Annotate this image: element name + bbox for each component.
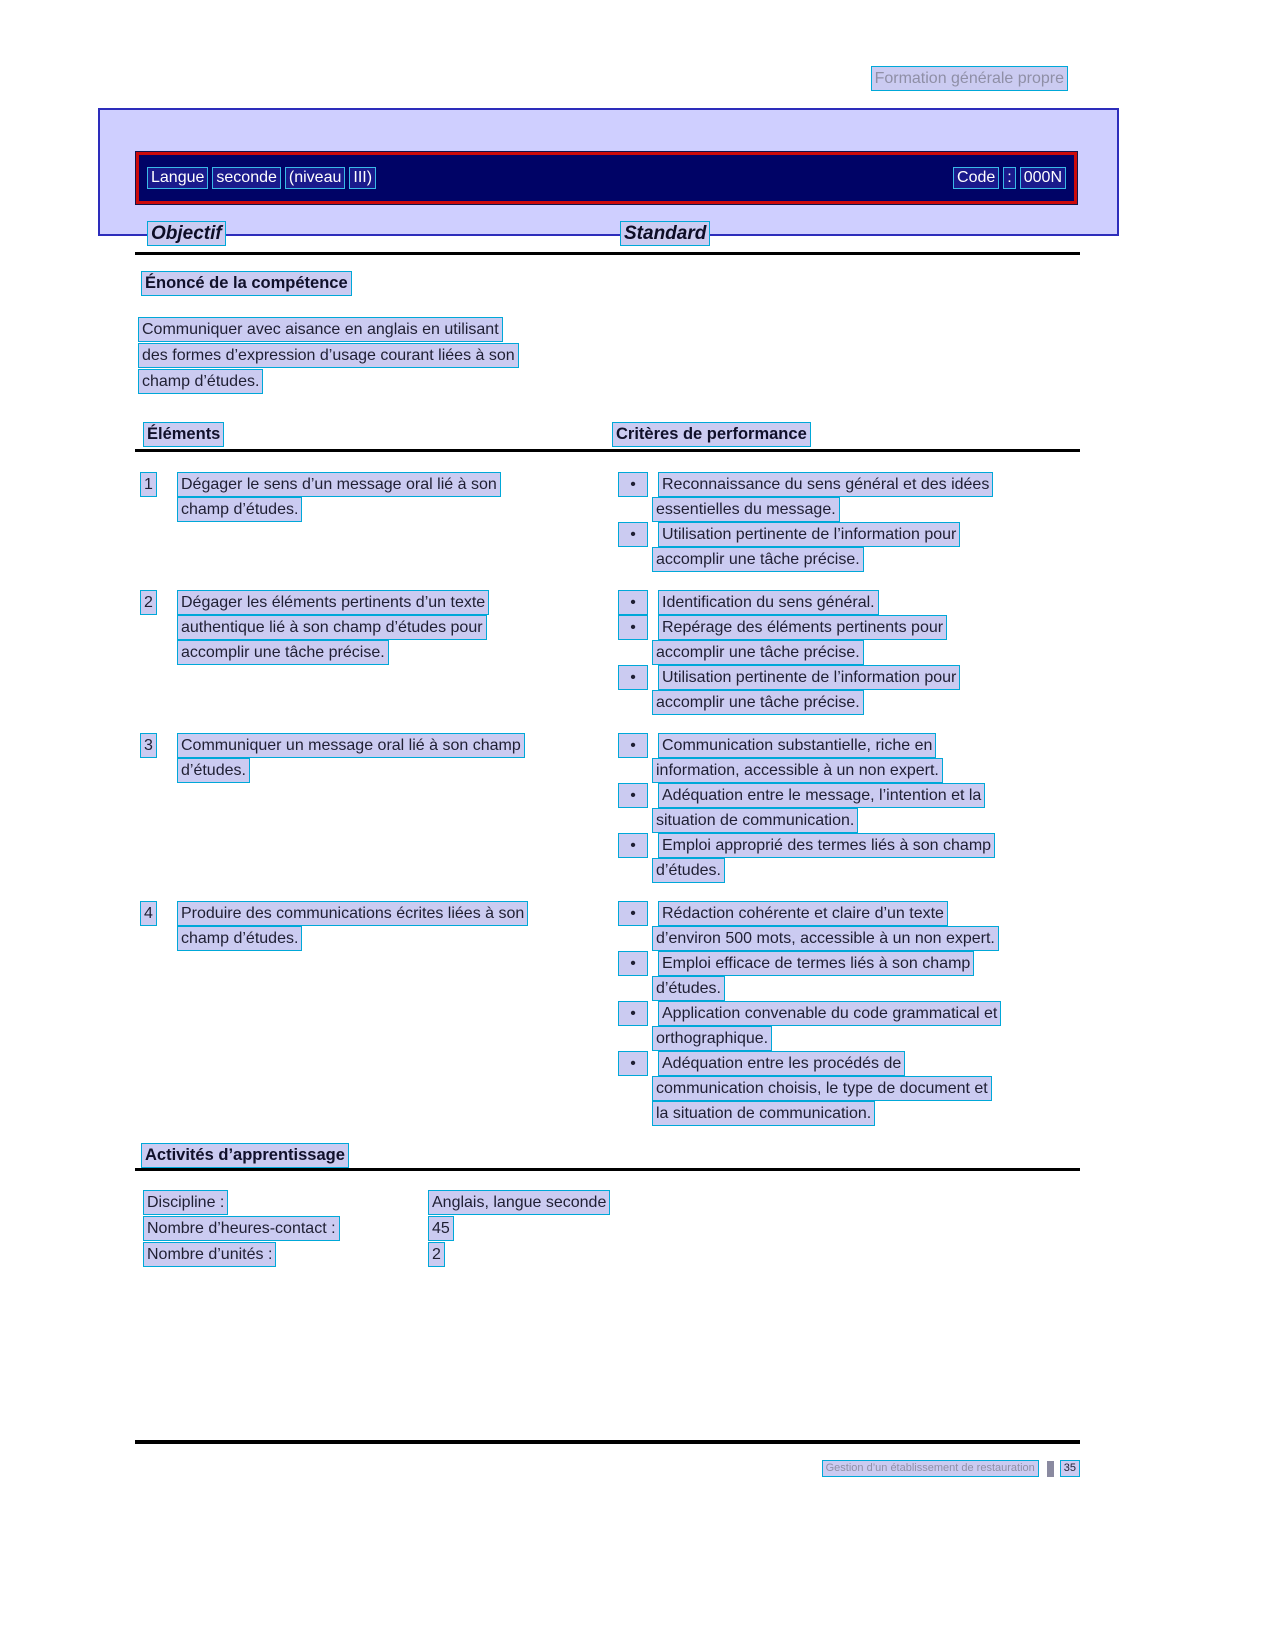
enonce-section bbox=[141, 271, 352, 296]
text-line: Adéquation entre le message, l’intention et la bbox=[658, 783, 985, 808]
criteria-line bbox=[618, 951, 1080, 976]
element-cell bbox=[135, 590, 618, 715]
element-number bbox=[135, 901, 177, 1126]
element-number-text: 3 bbox=[140, 733, 157, 758]
element-text-line bbox=[177, 901, 618, 926]
text-line: accomplir une tâche précise. bbox=[652, 547, 864, 572]
criteria-line bbox=[618, 733, 1080, 758]
course-banner bbox=[98, 108, 1119, 236]
table-row bbox=[135, 472, 1080, 572]
element-number bbox=[135, 472, 177, 572]
text-line: Repérage des éléments pertinents pour bbox=[658, 615, 947, 640]
text-line: Produire des communications écrites liées à son bbox=[177, 901, 528, 926]
criteria-line bbox=[652, 808, 1080, 833]
divider-rule-top bbox=[135, 252, 1080, 255]
criteria-line bbox=[618, 901, 1080, 926]
criteria-line bbox=[652, 926, 1080, 951]
bullet-icon: • bbox=[618, 615, 648, 640]
text-line: Identification du sens général. bbox=[658, 590, 879, 615]
element-number-text: 2 bbox=[140, 590, 157, 615]
page-number: 35 bbox=[1060, 1460, 1080, 1477]
text-line: la situation de communication. bbox=[652, 1101, 875, 1126]
paragraph-line bbox=[138, 317, 519, 342]
element-text-line bbox=[177, 497, 618, 522]
banner-word: : bbox=[1003, 167, 1015, 189]
text-line: Emploi efficace de termes liés à son champ bbox=[658, 951, 974, 976]
element-text bbox=[177, 472, 618, 572]
element-number bbox=[135, 590, 177, 715]
criteria-line bbox=[652, 1076, 1080, 1101]
element-number-text: 1 bbox=[140, 472, 157, 497]
criteria-line bbox=[618, 590, 1080, 615]
footer-divider bbox=[1047, 1461, 1054, 1477]
bullet-icon: • bbox=[618, 590, 648, 615]
text-line: d’études. bbox=[652, 976, 725, 1001]
criteria-cell bbox=[618, 590, 1080, 715]
element-text-line bbox=[177, 758, 618, 783]
text-line: communication choisis, le type de document et bbox=[652, 1076, 992, 1101]
element-number bbox=[135, 733, 177, 883]
info-value: Anglais, langue seconde bbox=[428, 1190, 610, 1215]
criteria-line bbox=[618, 522, 1080, 547]
banner-word: 000N bbox=[1020, 167, 1066, 189]
divider-rule-elements bbox=[135, 449, 1080, 452]
header-right bbox=[871, 66, 1068, 91]
table-row bbox=[135, 590, 1080, 715]
divider-rule-activities bbox=[135, 1168, 1080, 1171]
criteria-line bbox=[618, 783, 1080, 808]
enonce-heading: Énoncé de la compétence bbox=[141, 271, 352, 296]
element-text bbox=[177, 590, 618, 715]
page-footer bbox=[822, 1460, 1080, 1477]
activities-heading: Activités d’apprentissage bbox=[141, 1143, 349, 1168]
table-row bbox=[135, 901, 1080, 1126]
bullet-icon: • bbox=[618, 522, 648, 547]
standard-header: Standard bbox=[620, 221, 710, 246]
bullet-icon: • bbox=[618, 1051, 648, 1076]
text-line: Adéquation entre les procédés de bbox=[658, 1051, 905, 1076]
info-value: 45 bbox=[428, 1216, 454, 1241]
criteria-line bbox=[618, 1001, 1080, 1026]
text-line: Emploi approprié des termes liés à son champ bbox=[658, 833, 995, 858]
bullet-icon: • bbox=[618, 951, 648, 976]
criteria-line bbox=[652, 758, 1080, 783]
criteria-line bbox=[618, 472, 1080, 497]
info-value: 2 bbox=[428, 1242, 445, 1267]
element-text-line bbox=[177, 926, 618, 951]
element-text-line bbox=[177, 590, 618, 615]
element-cell bbox=[135, 472, 618, 572]
activities-info bbox=[135, 1190, 610, 1268]
text-line: champ d’études. bbox=[138, 369, 263, 394]
paragraph-line bbox=[138, 369, 519, 394]
criteria-line bbox=[618, 665, 1080, 690]
element-number-text: 4 bbox=[140, 901, 157, 926]
text-line: accomplir une tâche précise. bbox=[652, 690, 864, 715]
text-line: situation de communication. bbox=[652, 808, 858, 833]
activities-section bbox=[141, 1143, 349, 1168]
banner-word: Code bbox=[953, 167, 999, 189]
bullet-icon: • bbox=[618, 1001, 648, 1026]
criteria-line bbox=[652, 640, 1080, 665]
criteres-header: Critères de performance bbox=[612, 422, 811, 447]
text-line: Dégager les éléments pertinents d’un texte bbox=[177, 590, 489, 615]
course-title-bar bbox=[136, 152, 1077, 204]
text-line: des formes d’expression d’usage courant liées à son bbox=[138, 343, 519, 368]
element-text-line bbox=[177, 640, 618, 665]
info-label: Nombre d’heures-contact : bbox=[143, 1216, 340, 1241]
header-right-label: Formation générale propre bbox=[871, 66, 1068, 91]
bullet-icon: • bbox=[618, 665, 648, 690]
text-line: Dégager le sens d’un message oral lié à son bbox=[177, 472, 501, 497]
text-line: Reconnaissance du sens général et des idées bbox=[658, 472, 993, 497]
text-line: accomplir une tâche précise. bbox=[177, 640, 389, 665]
info-row bbox=[135, 1216, 610, 1241]
criteria-line bbox=[652, 690, 1080, 715]
bullet-icon: • bbox=[618, 783, 648, 808]
criteria-line bbox=[652, 976, 1080, 1001]
column-headers bbox=[135, 221, 1080, 251]
banner-code bbox=[951, 167, 1068, 189]
footer-title: Gestion d’un établissement de restauration bbox=[822, 1460, 1039, 1477]
text-line: d’études. bbox=[652, 858, 725, 883]
elements-header: Éléments bbox=[143, 422, 224, 447]
objectif-header: Objectif bbox=[147, 221, 226, 246]
table-headers bbox=[135, 422, 1080, 448]
criteria-cell bbox=[618, 472, 1080, 572]
criteria-cell bbox=[618, 733, 1080, 883]
element-text-line bbox=[177, 615, 618, 640]
criteria-cell bbox=[618, 901, 1080, 1126]
info-label: Discipline : bbox=[143, 1190, 228, 1215]
banner-word: seconde bbox=[212, 167, 281, 189]
info-label: Nombre d’unités : bbox=[143, 1242, 276, 1267]
criteria-line bbox=[618, 1051, 1080, 1076]
text-line: champ d’études. bbox=[177, 926, 302, 951]
text-line: accomplir une tâche précise. bbox=[652, 640, 864, 665]
element-text bbox=[177, 733, 618, 883]
banner-title bbox=[145, 167, 378, 189]
text-line: authentique lié à son champ d’études pour bbox=[177, 615, 487, 640]
paragraph-line bbox=[138, 343, 519, 368]
text-line: Utilisation pertinente de l’information pour bbox=[658, 665, 960, 690]
text-line: essentielles du message. bbox=[652, 497, 840, 522]
element-text bbox=[177, 901, 618, 1126]
text-line: Application convenable du code grammatical et bbox=[658, 1001, 1001, 1026]
bullet-icon: • bbox=[618, 472, 648, 497]
info-row bbox=[135, 1190, 610, 1215]
text-line: information, accessible à un non expert. bbox=[652, 758, 943, 783]
text-line: orthographique. bbox=[652, 1026, 772, 1051]
divider-rule-bottom bbox=[135, 1440, 1080, 1444]
elements-rows bbox=[135, 472, 1080, 1144]
element-text-line bbox=[177, 733, 618, 758]
text-line: Utilisation pertinente de l’information pour bbox=[658, 522, 960, 547]
text-line: d’environ 500 mots, accessible à un non expert. bbox=[652, 926, 999, 951]
bullet-icon: • bbox=[618, 901, 648, 926]
criteria-line bbox=[652, 547, 1080, 572]
info-row bbox=[135, 1242, 610, 1267]
criteria-line bbox=[652, 497, 1080, 522]
table-row bbox=[135, 733, 1080, 883]
bullet-icon: • bbox=[618, 833, 648, 858]
banner-word: (niveau bbox=[285, 167, 345, 189]
criteria-line bbox=[652, 858, 1080, 883]
bullet-icon: • bbox=[618, 733, 648, 758]
text-line: Communiquer avec aisance en anglais en utilisant bbox=[138, 317, 503, 342]
element-cell bbox=[135, 901, 618, 1126]
banner-word: III) bbox=[349, 167, 376, 189]
text-line: Communication substantielle, riche en bbox=[658, 733, 936, 758]
criteria-line bbox=[652, 1026, 1080, 1051]
text-line: d’études. bbox=[177, 758, 250, 783]
criteria-line bbox=[652, 1101, 1080, 1126]
criteria-line bbox=[618, 615, 1080, 640]
element-text-line bbox=[177, 472, 618, 497]
text-line: Rédaction cohérente et claire d’un texte bbox=[658, 901, 948, 926]
text-line: champ d’études. bbox=[177, 497, 302, 522]
criteria-line bbox=[618, 833, 1080, 858]
enonce-paragraph bbox=[138, 317, 519, 395]
text-line: Communiquer un message oral lié à son champ bbox=[177, 733, 525, 758]
banner-word: Langue bbox=[147, 167, 208, 189]
element-cell bbox=[135, 733, 618, 883]
